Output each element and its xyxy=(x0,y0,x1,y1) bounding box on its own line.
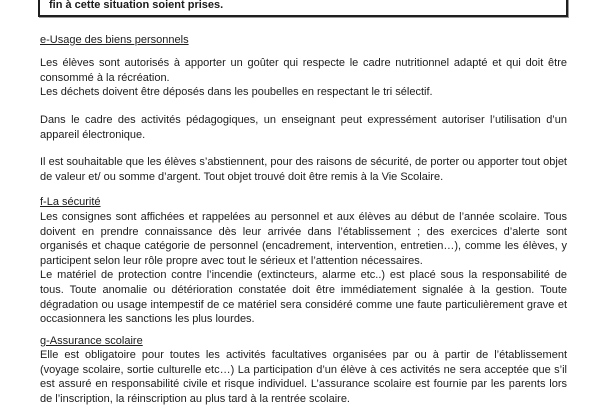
boxed-note xyxy=(38,0,568,17)
paragraph-dechets: Les déchets doivent être déposés dans les poubelles en respectant le tri sélectif. xyxy=(40,86,433,99)
paragraph-consignes: Les consignes sont affichées et rappelées au personnel et aux élèves au début de l’année scolaire. Tous doivent en prendre connaissance dès leur arrivée dans l’établissement ; des exercices d’alerte sont organisés et chaque catégorie de personnel (encadrement, intervention, entretien…), comme les élèves, y participent selon leur rôle propre avec tout le sérieux et l’attention nécessaires. xyxy=(40,210,567,267)
paragraph-gouter: Les élèves sont autorisés à apporter un goûter qui respecte le cadre nutritionnel adapté et qui doit être consommé à la récréation. xyxy=(40,57,567,84)
section-heading-e: e-Usage des biens personnels xyxy=(40,33,189,46)
document-page xyxy=(40,0,567,407)
section-heading-g: g-Assurance scolaire xyxy=(40,334,143,347)
paragraph-materiel-incendie: Le matériel de protection contre l’incendie (extincteurs, alarme etc..) est placé sous la responsabilité de tous. Toute anomalie ou détérioration constatée doit être immédiatement signalée à la gestion. Toute dégradation ou usage intempestif de ce matériel sera considéré comme une faute particulièrement grave et occasionnera les sanctions les plus lourdes. xyxy=(40,269,567,326)
paragraph-appareil-electronique: Dans le cadre des activités pédagogiques, un enseignant peut expressément autoriser l’utilisation d’un appareil électronique. xyxy=(40,113,567,141)
section-heading-f: f-La sécurité xyxy=(40,196,101,209)
paragraph-objets-valeur: Il est souhaitable que les élèves s’abstiennent, pour des raisons de sécurité, de porter ou apporter tout objet de valeur et/ ou somme d’argent. Tout objet trouvé doit être remis à la Vie Scolaire. xyxy=(40,156,567,183)
paragraph-assurance: Elle est obligatoire pour toutes les activités facultatives organisées par ou à partir de l’établissement (voyage scolaire, sortie culturelle etc…) La participation d’un élève à ces activités ne sera acceptée que s’il est assuré en responsabilité civile et risque individuel. L’assurance scolaire est fournie par les parents lors de l’inscription, la réinscription au plus tard à la rentrée scolaire. xyxy=(40,349,567,406)
boxed-note-text: fin à cette situation soient prises. xyxy=(49,0,224,11)
